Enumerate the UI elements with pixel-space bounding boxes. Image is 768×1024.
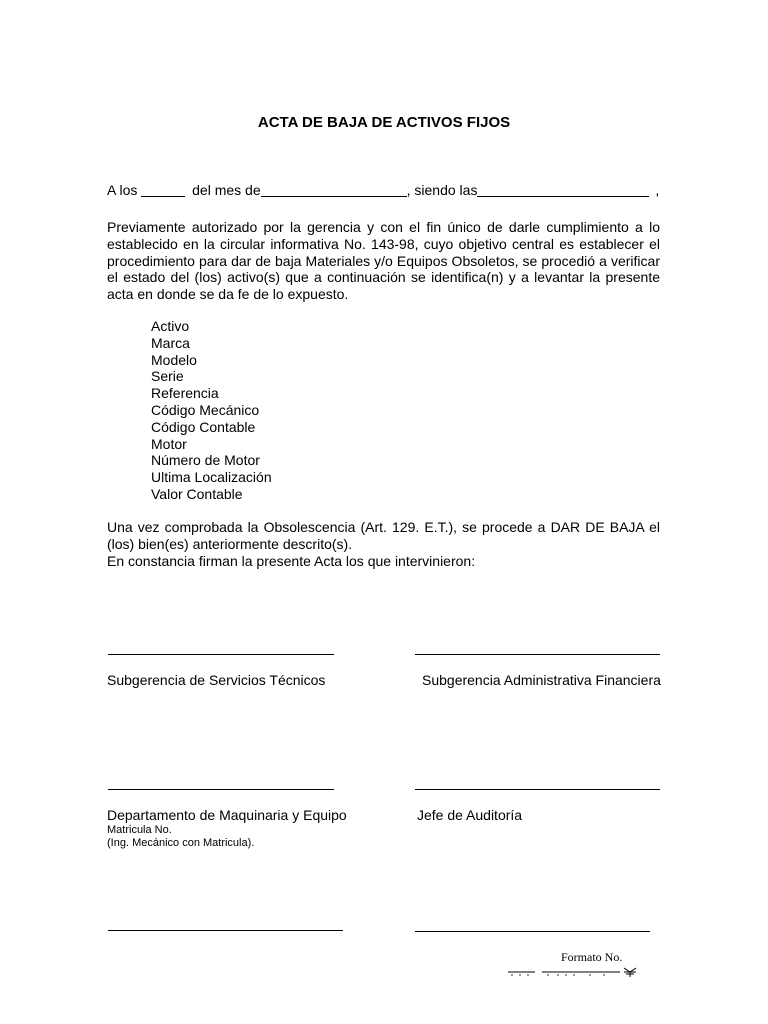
siendo-las-label: , siendo las: [406, 182, 478, 198]
list-item: Código Mecánico: [151, 401, 260, 418]
signature-line-3: [108, 789, 334, 790]
signature-label-1: Subgerencia de Servicios Técnicos: [107, 672, 326, 688]
list-item: Referencia: [151, 385, 219, 402]
list-item: Valor Contable: [151, 485, 243, 502]
signature-line-5: [108, 930, 343, 931]
signature-line-6: [415, 931, 650, 932]
constancia-paragraph: En constancia firman la presente Acta los que intervinieron:: [107, 552, 476, 569]
time-blank: [477, 182, 649, 197]
list-item: Número de Motor: [151, 452, 260, 469]
list-item: Código Contable: [151, 418, 256, 435]
list-item: Motor: [151, 435, 187, 452]
list-item: Activo: [151, 318, 190, 334]
matricula-note: Matricula No.: [107, 824, 172, 836]
signature-line-1: [108, 654, 334, 655]
ingeniero-note: (Ing. Mecánico con Matricula).: [107, 837, 255, 849]
list-item: Serie: [151, 368, 184, 385]
list-item: Ultima Localización: [151, 469, 272, 486]
del-mes-de-label: del mes de: [192, 182, 261, 198]
signature-line-4: [415, 789, 660, 790]
date-line: [107, 182, 667, 199]
day-blank: [141, 182, 185, 197]
list-item: Marca: [151, 334, 190, 351]
signature-line-2: [415, 654, 660, 655]
obsolescence-paragraph: Una vez comprobada la Obsolescencia (Art. 129. E.T.), se procede a DAR DE BAJA el (los) bien(es) anteriormente descrito(s).: [107, 519, 660, 552]
asset-field-list: [151, 318, 272, 503]
signature-label-4: Jefe de Auditoría: [417, 807, 523, 823]
month-blank: [261, 182, 407, 197]
signature-label-3: Departamento de Maquinaria y Equipo: [107, 807, 347, 823]
list-item: Modelo: [151, 351, 197, 368]
document-title: ACTA DE BAJA DE ACTIVOS FIJOS: [257, 114, 511, 131]
closing-block: [107, 519, 660, 569]
a-los-label: A los: [107, 182, 138, 198]
intro-paragraph: Previamente autorizado por la gerencia y con el fin único de darle cumplimiento a lo establecido en la circular informativa No. 143-98, cuyo objetivo central es establecer el procedimiento para dar de baja Materiales y/o Equipos Obsoletos, se procedió a verificar el estado del (los) activo(s) que a continuación se identifica(n) y a levantar la presente acta en donde se da fe de lo expuesto.: [107, 219, 660, 303]
formato-label: Formato No.: [561, 950, 623, 964]
footer-decoration: [508, 966, 640, 978]
signature-label-2: Subgerencia Administrativa Financiera: [422, 672, 661, 688]
trailing-comma: ,: [655, 182, 660, 198]
